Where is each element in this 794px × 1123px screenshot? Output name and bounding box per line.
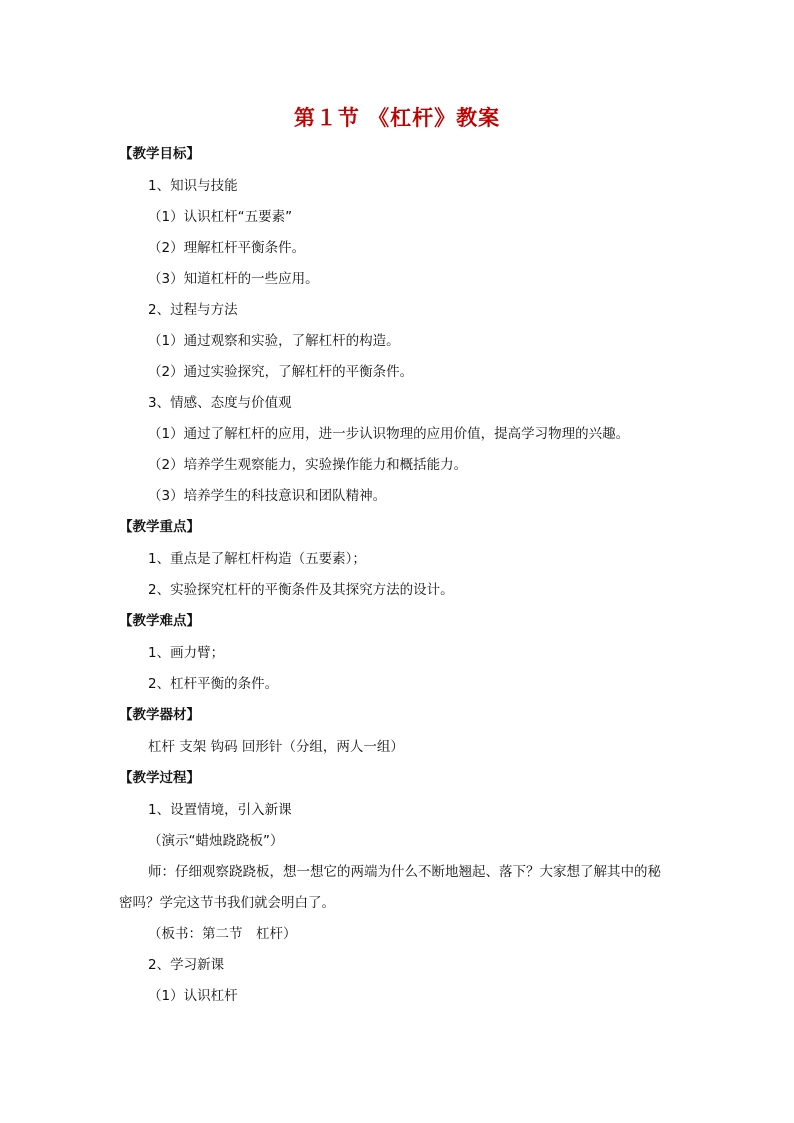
section-heading-process: 【教学过程】 <box>119 770 200 786</box>
section-heading-equipment: 【教学器材】 <box>119 707 200 723</box>
process-item: （1）认识杠杆 <box>148 988 238 1004</box>
goals-item: （2）理解杠杆平衡条件。 <box>148 240 306 256</box>
goals-item: （2）通过实验探究，了解杠杆的平衡条件。 <box>148 364 414 380</box>
process-item: （演示“蜡烛跷跷板”） <box>148 833 284 849</box>
goals-item: （1）认识杠杆“五要素” <box>148 209 293 225</box>
process-item: 2、学习新课 <box>148 957 225 973</box>
goals-item: （3）培养学生的科技意识和团队精神。 <box>148 488 387 504</box>
document-title: 第１节 《杠杆》教案 <box>293 105 501 130</box>
process-item: 1、设置情境，引入新课 <box>148 802 292 818</box>
process-paragraph-line: 师：仔细观察跷跷板，想一想它的两端为什么不断地翘起、落下？大家想了解其中的秘 <box>148 864 661 880</box>
difficulties-item: 2、杠杆平衡的条件。 <box>148 676 279 692</box>
goals-item: （2）培养学生观察能力，实验操作能力和概括能力。 <box>148 457 468 473</box>
section-heading-difficulties: 【教学难点】 <box>119 613 200 629</box>
difficulties-item: 1、画力臂； <box>148 645 225 661</box>
section-heading-goals: 【教学目标】 <box>119 146 200 162</box>
equipment-item: 杠杆 支架 钩码 回形针（分组，两人一组） <box>148 739 404 755</box>
goals-item: （1）通过了解杠杆的应用，进一步认识物理的应用价值，提高学习物理的兴趣。 <box>148 426 630 442</box>
goals-item: （1）通过观察和实验，了解杠杆的构造。 <box>148 333 400 349</box>
goals-item: 3、情感、态度与价值观 <box>148 395 292 411</box>
goals-item: 2、过程与方法 <box>148 302 238 318</box>
process-paragraph-line: 密吗？学完这节书我们就会明白了。 <box>119 895 335 911</box>
key-points-item: 2、实验探究杠杆的平衡条件及其探究方法的设计。 <box>148 582 454 598</box>
section-heading-key-points: 【教学重点】 <box>119 519 200 535</box>
goals-item: （3）知道杠杆的一些应用。 <box>148 271 319 287</box>
process-item: （板书：第二节 杠杆） <box>148 926 297 942</box>
goals-item: 1、知识与技能 <box>148 178 238 194</box>
key-points-item: 1、重点是了解杠杆构造（五要素）； <box>148 551 366 567</box>
